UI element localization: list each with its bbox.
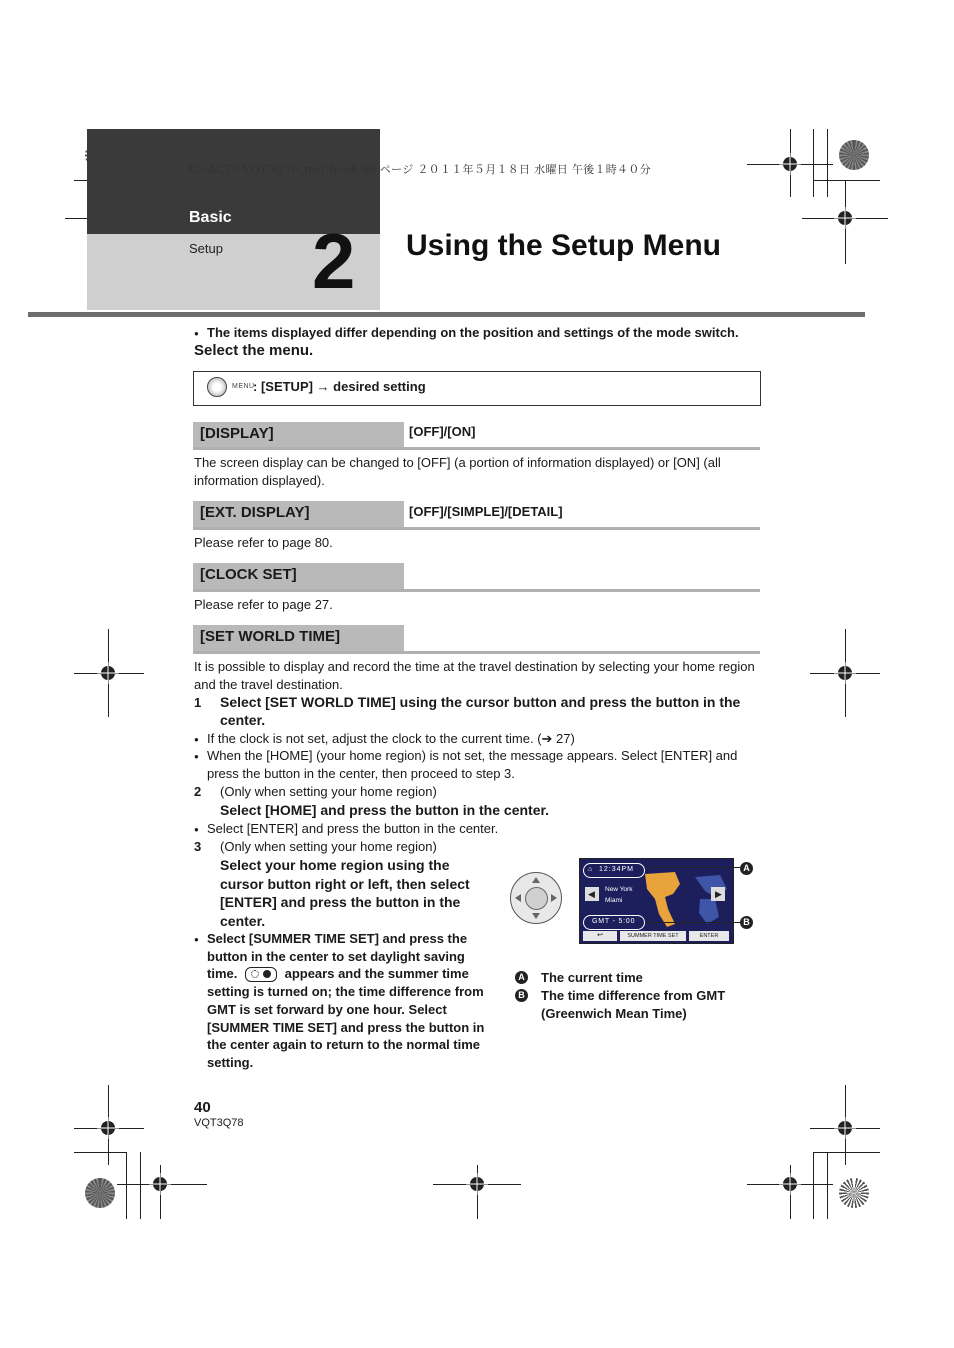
screen-gmt: GMT - 5:00 xyxy=(592,918,636,925)
book-file-line: AG-AC7P-VQT3Q78_mst.book 40 ページ ２０１１年５月１８日 水曜日 午後１時４０分 xyxy=(186,163,651,176)
menu-path-text: : [SETUP] → desired setting xyxy=(253,379,426,394)
registration-mark-icon xyxy=(834,662,856,684)
section-label: Basic xyxy=(189,209,232,226)
registration-mark-icon xyxy=(834,1117,856,1139)
header-rule xyxy=(28,312,865,317)
registration-mark-icon xyxy=(834,207,856,229)
marker-a: A xyxy=(740,862,753,875)
intro-instruction: Select the menu. xyxy=(194,342,314,359)
gmt-offset-pill xyxy=(583,915,645,930)
arrow-keys-icon xyxy=(511,873,561,923)
step-number: 2 xyxy=(194,784,202,799)
section-options-ext-display: [OFF]/[SIMPLE]/[DETAIL] xyxy=(409,504,563,519)
legend-marker-a: A xyxy=(515,971,528,984)
section-options-display: [OFF]/[ON] xyxy=(409,424,476,439)
registration-mark-icon xyxy=(779,1173,801,1195)
color-bar-icon xyxy=(839,1178,869,1208)
right-arrow-button: ▶ xyxy=(711,887,725,901)
step-3-text: Select your home region using the cursor button right or left, then select [ENTER] and press the button in the center. xyxy=(220,857,470,929)
marker-b: B xyxy=(740,916,753,929)
section-divider xyxy=(193,447,760,450)
step-1-bullet: ● If the clock is not set, adjust the clock to the current time. (➔ 27) xyxy=(207,730,575,748)
step-2-text: Select [HOME] and press the button in the center. xyxy=(220,802,550,818)
summer-time-icon xyxy=(245,967,277,982)
registration-mark-icon xyxy=(97,662,119,684)
page-title: Using the Setup Menu xyxy=(406,229,721,262)
section-divider xyxy=(193,651,760,654)
intro-note: ● The items displayed differ depending on the position and settings of the mode switch. xyxy=(207,324,739,342)
step-1-bullet: ● When the [HOME] (your home region) is not set, the message appears. Select [ENTER] and press the button in the center, then proceed to step 3. xyxy=(207,747,760,782)
color-bar-icon xyxy=(85,1178,115,1208)
step-number: 3 xyxy=(194,839,202,854)
home-icon: ⌂ xyxy=(588,866,593,873)
color-bar-icon xyxy=(839,140,869,170)
section-body-set-world-time: It is possible to display and record the time at the travel destination by selecting your home region and the travel destination. xyxy=(194,659,755,692)
menu-word: MENU xyxy=(232,383,255,390)
registration-mark-icon xyxy=(779,153,801,175)
step-2-note: (Only when setting your home region) xyxy=(220,784,437,799)
section-body-display: The screen display can be changed to [OFF] (a portion of information displayed) or [ON] (all information displayed). xyxy=(194,455,721,488)
step-3-note: (Only when setting your home region) xyxy=(220,839,437,854)
registration-mark-icon xyxy=(149,1173,171,1195)
section-divider xyxy=(193,589,760,592)
step-1-text: Select [SET WORLD TIME] using the cursor button and press the button in the center. xyxy=(220,694,741,728)
enter-button: ENTER xyxy=(689,931,729,941)
summer-time-set-button: SUMMER TIME SET xyxy=(620,931,686,941)
world-time-screen xyxy=(579,858,734,944)
step-number: 1 xyxy=(194,695,202,710)
page-number: 40 xyxy=(194,1099,211,1116)
section-divider xyxy=(193,527,760,530)
chapter-number: 2 xyxy=(312,217,356,305)
menu-button-icon xyxy=(207,377,227,397)
current-time-pill xyxy=(583,863,645,878)
city-label: New York xyxy=(605,886,633,893)
section-header-clock-set: [CLOCK SET] xyxy=(193,563,404,589)
section-body-ext-display: Please refer to page 80. xyxy=(194,535,333,550)
subsection-label: Setup xyxy=(189,241,223,256)
step-2-bullet: ● Select [ENTER] and press the button in the center. xyxy=(207,820,498,838)
step-3-bullet: ● Select [SUMMER TIME SET] and press the button in the center to set daylight saving time. appears and the summer time setting is turned on; the time difference from GMT is set forward by one hour. Select [SUMMER TIME SET] and press the button in the center again to return to the normal time setting. xyxy=(207,930,490,1072)
section-body-clock-set: Please refer to page 27. xyxy=(194,597,333,612)
callout-line xyxy=(645,922,740,923)
registration-mark-icon xyxy=(97,1117,119,1139)
document-code: VQT3Q78 xyxy=(194,1117,244,1129)
screen-time: 12:34PM xyxy=(599,866,635,873)
left-arrow-button: ◀ xyxy=(585,887,599,901)
section-header-display: [DISPLAY] xyxy=(193,422,404,448)
section-header-ext-display: [EXT. DISPLAY] xyxy=(193,501,404,527)
legend-marker-b: B xyxy=(515,989,528,1002)
menu-path-box xyxy=(193,371,761,406)
section-header-set-world-time: [SET WORLD TIME] xyxy=(193,625,404,651)
back-button: ↩ xyxy=(583,931,617,941)
legend-text-a: The current time xyxy=(541,970,643,985)
city-label: Miami xyxy=(605,897,623,904)
callout-line xyxy=(645,867,740,868)
registration-mark-icon xyxy=(466,1173,488,1195)
cursor-button-illustration xyxy=(510,872,562,924)
legend-text-b: The time difference from GMT (Greenwich Mean Time) xyxy=(541,988,726,1021)
